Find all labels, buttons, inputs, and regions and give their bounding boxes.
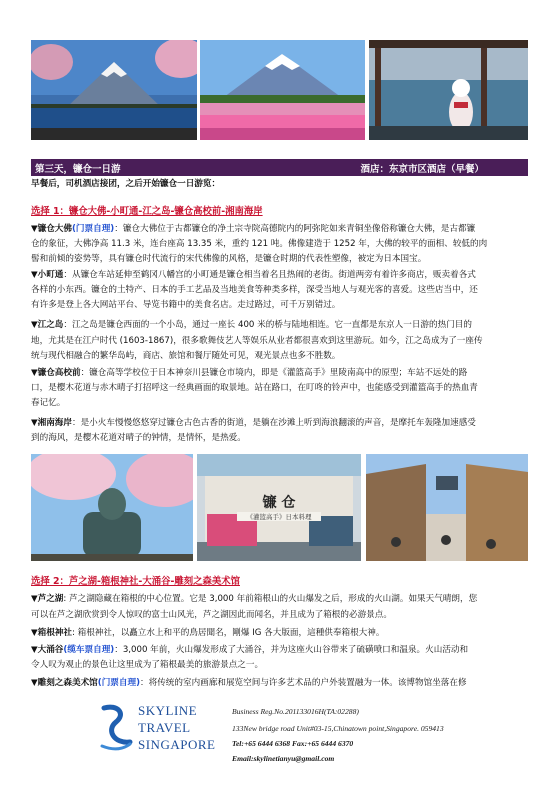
c1-line-6: ▼江之岛：江之岛是镰仓西面的一个小岛，通过一座长 400 米的桥与陆地相连。它一直都是东京人一日游的热门目的 — [31, 320, 472, 330]
business-reg: Business Reg.No.201133016H(TA:02288) — [232, 707, 359, 716]
c1-line-1: 仓的象征，大佛净高 11.3 米，连台座高 13.35 米，重约 121 吨。佛像建造于 1252 年，大佛的较平的面相、较低的肉 — [31, 239, 488, 249]
hotel-label: 酒店：东京市区酒店（早餐） — [360, 163, 484, 175]
sign-main-text: 镰 仓 — [262, 495, 296, 511]
logo-line-3: SINGAPORE — [138, 737, 216, 752]
choice2-title-row — [31, 575, 531, 589]
photo-shrine-lake — [369, 40, 528, 140]
photo-kamakura-sign — [197, 454, 361, 561]
day-header-band — [31, 159, 528, 176]
c1-line-10: 口，是樱木花道与赤木晴子打招呼这一经典画面的取景地。站在路口，在叮咚的铃声中，也能感受到灌篮高手的热血青 — [31, 383, 478, 393]
c2-line-3: ▼大涌谷(缆车票自理)：3,000 年前，火山爆发形成了大涌谷，并为这座火山谷带来了硫磺喷口和温泉。火山活动和 — [31, 645, 469, 655]
c1-line-13: 到的海风，是樱木花道对晴子的钟情，是情怀，是热爱。 — [31, 433, 246, 443]
c1-line-4: 各样的小东西。镰仓的土特产、日本的手工艺品及当地美食等种类多样，深受当地人与观光客的喜爱。这些店当中，还 — [31, 285, 478, 295]
c1-line-0: ▼镰仓大佛(门票自理)：镰仓大佛位于古都镰仓的净土宗寺院高德院内的阿弥陀如来青铜坐像俗称镰仓大佛，是古都镰 — [31, 224, 476, 234]
logo-line-1: SKYLINE — [138, 703, 198, 718]
c1-line-12: ▼湘南海岸：是小火车慢慢悠悠穿过镰仓古色古香的街道，是躺在沙滩上听到海浪翻滚的声音，是摩托车轰隆加速感受 — [31, 418, 476, 428]
choice1-title: 选择 1：镰仓大佛-小町通-江之岛-镰仓高校前-湘南海岸 — [31, 206, 263, 217]
logo-line-2: TRAVEL — [138, 720, 191, 735]
photo-komachi-street — [366, 454, 528, 561]
photo-fuji-lake — [31, 40, 197, 140]
c1-line-7: 地，尤其是在江户时代 (1603-1867)，很多歌舞伎艺人等娱乐从业者都很喜欢到这里游玩。如今，江之岛成为了一座传 — [31, 336, 483, 346]
photo-fuji-flowers — [200, 40, 365, 140]
choice2-title: 选择 2：芦之湖-箱根神社-大涌谷-雕刻之森美术馆 — [31, 576, 240, 587]
c1-line-2: 髻和前倾的姿势等，具有镰仓时代流行的宋代佛像的风格，是镰仓时期的代表性塑像，被定为日本国宝。 — [31, 254, 427, 264]
c1-line-5: 有许多是登上各大网站平台、导览书籍中的美食名店。走过路过，可千万别错过。 — [31, 300, 341, 310]
company-logo — [96, 700, 216, 760]
c1-line-8: 统与现代相融合的繁华岛屿，商店、旅馆和餐厅随处可见，观光景点也多不胜数。 — [31, 351, 341, 361]
company-email[interactable]: Email:skylinetianyu@gmail.com — [232, 754, 335, 763]
company-phone: Tel:+65 6444 6368 Fax:+65 6444 6370 — [232, 739, 354, 748]
company-address: 133New bridge road Unit#03-15,Chinatown point,Singapore. 059413 — [232, 724, 444, 733]
c1-line-11: 春记忆。 — [31, 398, 66, 408]
c1-line-9: ▼镰仓高校前：镰仓高等学校位于日本神奈川县镰仓市境内，即是《灌篮高手》里陵南高中的原型；车站不远处的路 — [31, 368, 468, 378]
choice1-title-row — [31, 205, 531, 219]
c2-line-5: ▼雕刻之森美术馆(门票自理)：将传统的室内画廊和展览空间与许多艺术品的户外装置融为一体。该博物馆坐落在修 — [31, 678, 467, 688]
day-intro: 早餐后，司机酒店接团，之后开始镰仓一日游览： — [31, 179, 221, 189]
photo-great-buddha — [31, 454, 193, 561]
day-title: 第三天，镰仓一日游 — [35, 163, 121, 175]
c2-line-4: 令人叹为观止的景色让这里成为了箱根最美的旅游景点之一。 — [31, 660, 264, 670]
c2-line-1: 可以在芦之湖欣赏到令人惊叹的富士山风光，芦之湖因此而闻名，并且成为了箱根的必游景点。 — [31, 610, 392, 620]
sign-sub-text: 《灌篮高手》日本料理 — [237, 512, 321, 521]
c2-line-2: ▼箱根神社: 箱根神社，以矗立水上和平的鳥居聞名，剛爆 IG 各大版面，這種供奉箱根大神。 — [31, 628, 385, 638]
c2-line-0: ▼芦之湖: 芦之湖隐藏在箱根的中心位置。它是 3,000 年前箱根山的火山爆发之后，形成的火山湖。如果天气晴朗，您 — [31, 594, 478, 604]
c1-line-3: ▼小町通：从镰仓车站延伸至鹤冈八幡宫的小町通是镰仓相当着名且热闹的老街。街道两旁有着许多商店，贩卖着各式 — [31, 270, 476, 280]
